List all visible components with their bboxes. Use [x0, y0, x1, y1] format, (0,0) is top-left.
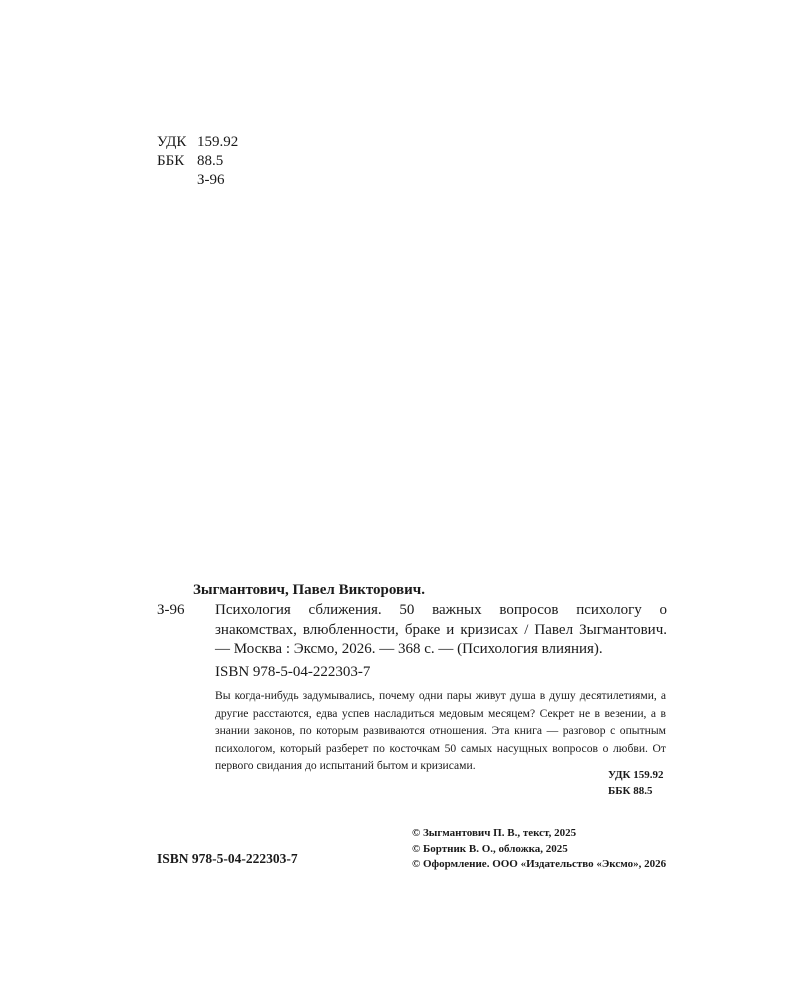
- bbk-short: ББК 88.5: [608, 784, 653, 797]
- bbk-value: 88.5: [197, 153, 224, 169]
- copyright-line: © Бортник В. О., обложка, 2025: [412, 842, 568, 855]
- copyright-block: [412, 826, 666, 873]
- bbk-label: ББК: [157, 153, 185, 169]
- udk-row: [157, 133, 238, 152]
- bibliographic-description: Психология сближения. 50 важных вопросов психологу о знакомствах, влюбленности, браке и кризисах / Павел Зыгмантович. — Москва : Эксмо, 2026. — 368 с. — (Психология влияния).: [215, 602, 667, 657]
- bbk-row: [157, 152, 238, 171]
- author-heading: Зыгмантович, Павел Викторович.: [193, 582, 425, 598]
- udk-value: 159.92: [197, 134, 239, 150]
- copyright-line: © Зыгмантович П. В., текст, 2025: [412, 827, 577, 839]
- catalog-code: З-96: [157, 602, 185, 618]
- udk-short: УДК 159.92: [608, 769, 664, 781]
- udk-label: УДК: [157, 134, 187, 150]
- author-mark-row: [157, 171, 238, 190]
- isbn-record: ISBN 978-5-04-222303-7: [215, 664, 371, 680]
- copyright-line: © Оформление. ООО «Издательство «Эксмо», 2026: [412, 858, 667, 870]
- isbn-footer: ISBN 978-5-04-222303-7: [157, 851, 298, 866]
- author-mark: З-96: [197, 172, 225, 188]
- annotation: Вы когда-нибудь задумывались, почему одни пары живут душа в душу десятилетиями, а другие расстаются, едва успев насладиться медовым месяцем? Секрет не в везении, а в знании законов, по которым развиваются отношения. Эта книга — разговор с опытным психологом, который разберет по косточкам 50 самых насущных вопросов о любви. От первого свидания до испытаний бытом и кризисами.: [215, 689, 666, 772]
- short-codes: [560, 768, 666, 799]
- classification-block: [157, 133, 238, 190]
